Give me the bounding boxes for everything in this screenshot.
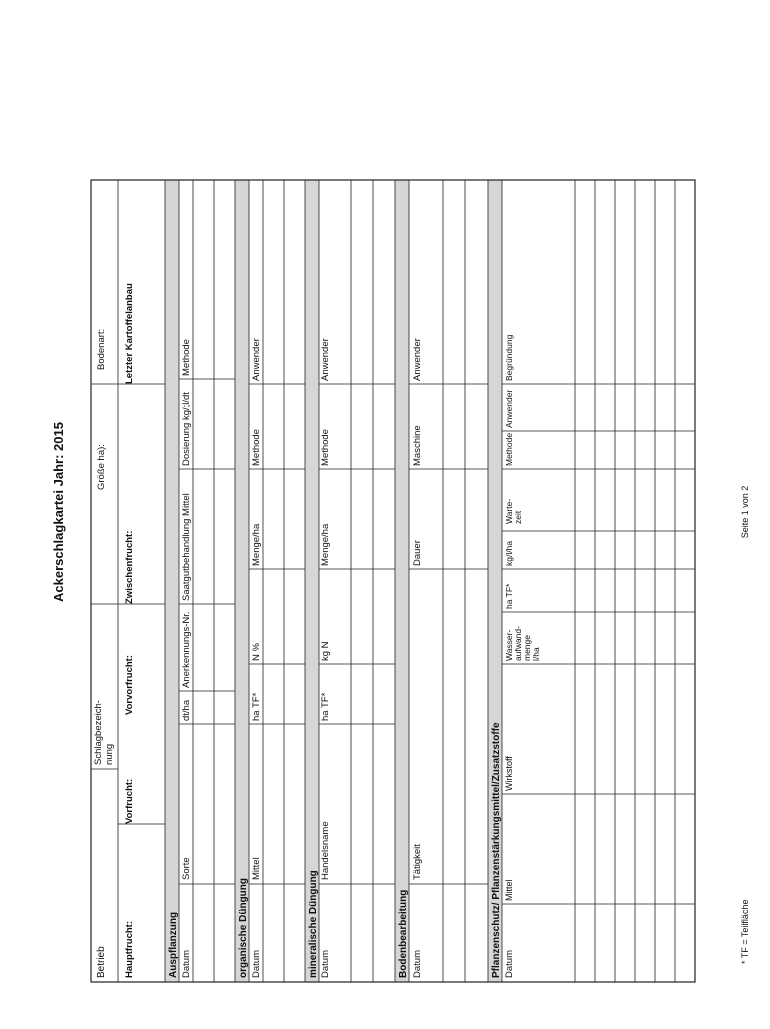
- pflanzenschutz-col-wasser-3: menge: [522, 635, 532, 661]
- mineralisch-col-hatf: ha TF*: [320, 692, 331, 721]
- organisch-col-menge: Menge/ha: [251, 523, 262, 566]
- organisch-col-mittel: Mittel: [251, 857, 262, 880]
- groesse-label: Größe ha):: [96, 444, 107, 490]
- organisch-col-anwender: Anwender: [251, 338, 262, 381]
- mineralisch-col-anwender: Anwender: [320, 338, 331, 381]
- boden-band: [395, 180, 409, 982]
- mineralisch-col-datum: Datum: [320, 950, 331, 978]
- pflanzenschutz-col-wirkstoff: Wirkstoff: [504, 756, 514, 791]
- auspflanzung-col-dosierung: Dosierung kg/;l/dt: [181, 392, 192, 466]
- betrieb-label: Betrieb: [96, 946, 107, 978]
- organisch-col-hatf: ha TF*: [251, 692, 262, 721]
- pflanzenschutz-col-mittel: Mittel: [504, 879, 514, 901]
- auspflanzung-col-dtha: dt/ha: [181, 699, 192, 721]
- auspflanzung-col-saatgut: Saatgutbehandlung Mittel: [181, 493, 192, 601]
- mineralisch-col-kgn: kg N: [320, 641, 331, 661]
- boden-col-dauer: Dauer: [412, 540, 423, 566]
- organisch-col-methode: Methode: [251, 429, 262, 466]
- boden-col-maschine: Maschine: [412, 425, 423, 466]
- pflanzenschutz-title: Pflanzenschutz/ Pflanzenstärkungsmittel/Zusatzstoffe: [491, 722, 502, 978]
- auspflanzung-col-datum: Datum: [181, 950, 192, 978]
- pflanzenschutz-col-wasser-2: aufwand-: [513, 626, 523, 661]
- form-title: Ackerschlagkartei Jahr: 2015: [51, 422, 66, 602]
- pflanzenschutz-col-hatf: ha TF*: [504, 583, 514, 609]
- organisch-title: organische Düngung: [238, 878, 249, 978]
- organisch-band: [235, 180, 249, 982]
- pflanzenschutz-col-warte-1: Warte-: [504, 498, 514, 524]
- pflanzenschutz-col-warte-2: zeit: [513, 510, 523, 524]
- pflanzenschutz-col-anwender: Anwender: [504, 389, 514, 428]
- letzter-label: Letzter Kartoffelanbau: [124, 283, 135, 384]
- mineralisch-col-menge: Menge/ha: [320, 523, 331, 566]
- auspflanzung-col-sorte: Sorte: [181, 857, 192, 880]
- auspflanzung-band: [165, 180, 179, 982]
- bodenart-label: Bodenart:: [96, 328, 107, 370]
- schlag-label-line1: Schlagbezeich-: [93, 700, 104, 765]
- footnote: * TF = Teilfläche: [740, 899, 750, 964]
- pflanzenschutz-col-wasser-4: l/ha: [531, 647, 541, 661]
- organisch-col-datum: Datum: [251, 950, 262, 978]
- page-number: Seite 1 von 2: [740, 485, 750, 539]
- mineralisch-col-methode: Methode: [320, 429, 331, 466]
- organisch-col-nproz: N %: [251, 643, 262, 661]
- vorvorfrucht-label: Vorvorfrucht:: [124, 655, 135, 715]
- pflanzenschutz-col-kglha: kg/l/ha: [504, 540, 514, 566]
- boden-col-taetigkeit: Tätigkeit: [412, 844, 423, 880]
- boden-col-datum: Datum: [412, 950, 423, 978]
- hauptfrucht-label: Hauptfrucht:: [124, 921, 135, 978]
- pflanzenschutz-col-methode: Methode: [504, 432, 514, 466]
- vorfrucht-label: Vorfrucht:: [124, 778, 135, 824]
- mineralisch-band: [305, 180, 319, 982]
- auspflanzung-title: Auspflanzung: [168, 911, 179, 978]
- mineralisch-col-handelsname: Handelsname: [320, 821, 331, 880]
- mineralisch-title: mineralische Düngung: [308, 870, 319, 978]
- auspflanzung-col-methode: Methode: [181, 339, 192, 376]
- boden-title: Bodenbearbeitung: [398, 889, 409, 978]
- zwischenfrucht-label: Zwischenfrucht:: [124, 530, 135, 604]
- boden-col-anwender: Anwender: [412, 338, 423, 381]
- pflanzenschutz-col-datum: Datum: [504, 950, 515, 978]
- pflanzenschutz-col-begruendung: Begründung: [504, 334, 514, 381]
- schlag-label-line2: nung: [104, 743, 115, 765]
- auspflanzung-col-anerkennung: Anerkennungs-Nr.: [181, 611, 192, 688]
- pflanzenschutz-col-wasser-1: Wasser-: [504, 629, 514, 661]
